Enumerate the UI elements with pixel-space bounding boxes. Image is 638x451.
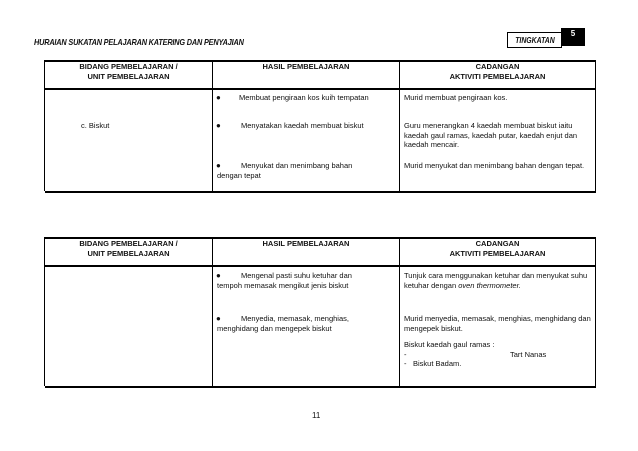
hasil-item: ● Membuat pengiraan kos kuih tempatan [216,93,369,102]
bullet-icon: ● [216,314,221,323]
tingkatan-label: TINGKATAN [514,35,555,45]
column-header-bidang: BIDANG PEMBELAJARAN / UNIT PEMBELAJARAN [45,238,213,266]
tingkatan-label-box [507,32,562,48]
hasil-item: ● Menyatakan kaedah membuat biskut [216,121,364,130]
bullet-icon: ● [216,93,221,102]
table-row [45,89,596,118]
hasil-item: ● Menyukat dan menimbang bahan [216,161,353,170]
table-row: ● Mengenal pasti suhu ketuhar dan tempoh memasak mengikut jenis biskut Tunjuk cara menggunakan ketuhar dan menyukat suhu ketuhar dengan oven thermometer. [45,266,596,311]
bullet-icon: ● [216,271,221,280]
hasil-item: ● Menyedia, memasak, menghias, [216,314,349,323]
level-badge: 5 [561,28,585,46]
table-row: ● Menyedia, memasak, menghias, menghidang dan mengepek biskut Murid menyedia, memasak, menghias, menghidang dan mengepek biskut. Biskut kaedah gaul ramas : - Tart Nanas - Biskut Badam. [45,311,596,386]
list-item: - Biskut Badam. [404,359,462,368]
list-title: Biskut kaedah gaul ramas : [404,340,495,349]
table-bottom-rule [45,386,596,387]
column-header-hasil: HASIL PEMBELAJARAN [213,238,400,266]
aktiviti-text: Tunjuk cara menggunakan ketuhar dan menyukat suhu ketuhar dengan oven thermometer. [404,271,588,290]
curriculum-table-1 [44,60,596,193]
page-number: 11 [312,411,321,420]
aktiviti-text: Murid menyukat dan menimbang bahan dengan tepat. [404,161,585,170]
aktiviti-text: Murid membuat pengiraan kos. [404,93,508,102]
table-row [45,118,596,158]
table-header-row [45,238,596,266]
bullet-icon: ● [216,121,221,130]
bullet-icon: ● [216,161,221,170]
unit-pembelajaran-biskut: c. Biskut [81,121,110,130]
curriculum-table-2 [44,237,596,388]
hasil-item: ● Mengenal pasti suhu ketuhar dan [216,271,352,280]
column-header-bidang: BIDANG PEMBELAJARAN / UNIT PEMBELAJARAN [45,61,213,89]
aktiviti-text: Murid menyedia, memasak, menghias, menghidang dan mengepek biskut. [404,314,591,333]
aktiviti-text: Guru menerangkan 4 kaedah membuat biskut iaitu kaedah gaul ramas, kaedah putar, kaedah enjut dan kaedah mencair. [404,121,578,149]
table-header-row [45,61,596,89]
column-header-hasil: HASIL PEMBELAJARAN [213,61,400,89]
table-bottom-rule [45,191,596,192]
document-header-title: HURAIAN SUKATAN PELAJARAN KATERING DAN PENYAJIAN [34,37,244,47]
table-row: ● Menyukat dan menimbang bahan dengan tepat Murid menyukat dan menimbang bahan dengan tepat. [45,158,596,191]
column-header-cadangan: CADANGAN AKTIVITI PEMBELAJARAN [400,238,596,266]
list-item: - Tart Nanas [404,349,547,359]
column-header-cadangan: CADANGAN AKTIVITI PEMBELAJARAN [400,61,596,89]
